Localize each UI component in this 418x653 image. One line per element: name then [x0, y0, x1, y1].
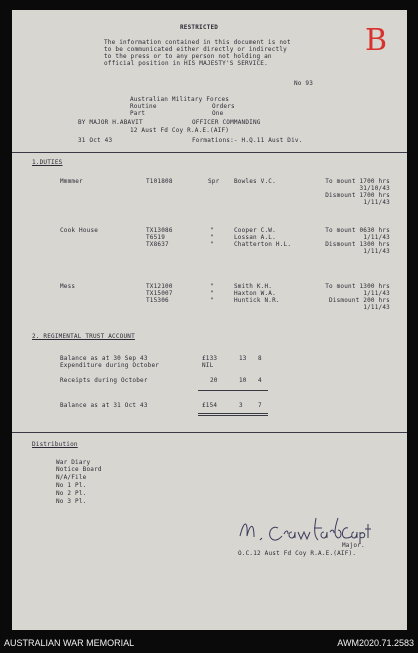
sum-rule: [198, 390, 268, 391]
duty-note: To mount 0630 hrs: [325, 227, 390, 234]
account-pence: 8: [258, 355, 262, 362]
total-rule: [198, 415, 268, 416]
service-number: TX15007: [146, 290, 173, 297]
duties-heading: 1.DUTIES: [32, 159, 63, 166]
account-pounds: 20: [210, 377, 218, 384]
duty-note: Dismount 200 hrs: [329, 297, 390, 304]
account-label: Balance as at 31 Oct 43: [60, 402, 148, 409]
duty-note: 31/10/43: [359, 185, 390, 192]
duty-note: 1/11/43: [363, 248, 390, 255]
red-b-mark: B: [365, 23, 388, 58]
orders-line-1: Australian Military Forces: [130, 96, 230, 103]
notice-line: official position in HIS MAJESTY'S SERVICE.: [104, 60, 268, 67]
distribution-item: War Diary: [56, 459, 91, 466]
officer-commanding: OFFICER COMMANDING: [192, 119, 261, 126]
person-name: Huntick N.R.: [234, 297, 280, 304]
rank: ": [210, 283, 214, 290]
duty-group-name: Mmmmer: [60, 178, 83, 185]
duty-note: 1/11/43: [363, 234, 390, 241]
service-number: T15306: [146, 297, 169, 304]
rank: ": [210, 297, 214, 304]
distribution-heading: Distribution: [32, 441, 78, 448]
formations: Formations:- H.Q.11 Aust Div.: [192, 137, 303, 144]
account-label: Receipts during October: [60, 377, 148, 384]
issued-by: BY MAJOR H.ABAVIT: [78, 119, 143, 126]
order-date: 31 Oct 43: [78, 137, 113, 144]
rank: ": [210, 234, 214, 241]
person-name: Chatterton H.L.: [234, 241, 292, 248]
total-rule: [198, 413, 268, 414]
orders-routine: Routine: [130, 103, 157, 110]
duty-note: Dismount 1300 hrs: [325, 241, 390, 248]
rank: ": [210, 241, 214, 248]
footer-credit: AUSTRALIAN WAR MEMORIAL: [4, 638, 135, 648]
orders-orders: Orders: [212, 103, 235, 110]
service-number: TX12100: [146, 283, 173, 290]
orders-one: One: [212, 110, 224, 117]
account-shillings: 3: [239, 402, 243, 409]
person-name: Smith K.H.: [234, 283, 273, 290]
distribution-item: Notice Board: [56, 466, 102, 473]
duty-group-name: Mess: [60, 283, 76, 290]
section-divider: [12, 432, 407, 433]
duty-group-name: Cook House: [60, 227, 99, 234]
footer-accession-number: AWM2020.71.2583: [337, 638, 414, 648]
duty-note: To mount 1300 hrs: [325, 283, 390, 290]
unit-name: 12 Aust Fd Coy R.A.E.(AIF): [130, 127, 230, 134]
section-divider: [12, 152, 407, 153]
notice-line: The information contained in this document is not: [104, 39, 291, 46]
duty-note: Dismount 1700 hrs: [325, 192, 390, 199]
duty-note: 1/11/43: [363, 199, 390, 206]
account-pence: 4: [258, 377, 262, 384]
signatory-rank: Major.: [342, 542, 365, 549]
document-page: [12, 10, 407, 630]
signatory-title: O.C.12 Aust Fd Coy R.A.E.(AIF).: [238, 550, 357, 557]
account-label: Balance as at 30 Sep 43: [60, 355, 148, 362]
account-shillings: 13: [239, 355, 247, 362]
account-pence: 7: [258, 402, 262, 409]
service-number: TX13086: [146, 227, 173, 234]
rank: Spr: [208, 178, 220, 185]
duty-note: To mount 1700 hrs: [325, 178, 390, 185]
rank: ": [210, 290, 214, 297]
service-number: T101808: [146, 178, 173, 185]
person-name: Haxton W.A.: [234, 290, 276, 297]
notice-line: to the press or to any person not holding an: [104, 53, 272, 60]
duty-note: 1/11/43: [363, 290, 390, 297]
person-name: Bowles V.C.: [234, 178, 276, 185]
rank: ": [210, 227, 214, 234]
orders-part: Part: [130, 110, 146, 117]
account-label: Expenditure during October: [60, 362, 160, 369]
duty-note: 1/11/43: [363, 304, 390, 311]
distribution-item: No 2 Pl.: [56, 490, 87, 497]
account-pounds: NIL: [202, 362, 214, 369]
distribution-item: N/A/File: [56, 474, 87, 481]
person-name: Lossan A.L.: [234, 234, 276, 241]
account-pounds: £154: [202, 402, 218, 409]
distribution-item: No 1 Pl.: [56, 482, 87, 489]
service-number: T6519: [146, 234, 166, 241]
person-name: Cooper C.W.: [234, 227, 276, 234]
service-number: TX8637: [146, 241, 169, 248]
account-shillings: 10: [239, 377, 247, 384]
account-heading: 2. REGIMENTAL TRUST ACCOUNT: [32, 333, 135, 340]
classification-heading: RESTRICTED: [180, 24, 219, 31]
notice-line: to be communicated either directly or indirectly: [104, 46, 287, 53]
distribution-item: No 3 Pl.: [56, 498, 87, 505]
order-number: No 93: [294, 80, 314, 87]
account-pounds: £133: [202, 355, 218, 362]
